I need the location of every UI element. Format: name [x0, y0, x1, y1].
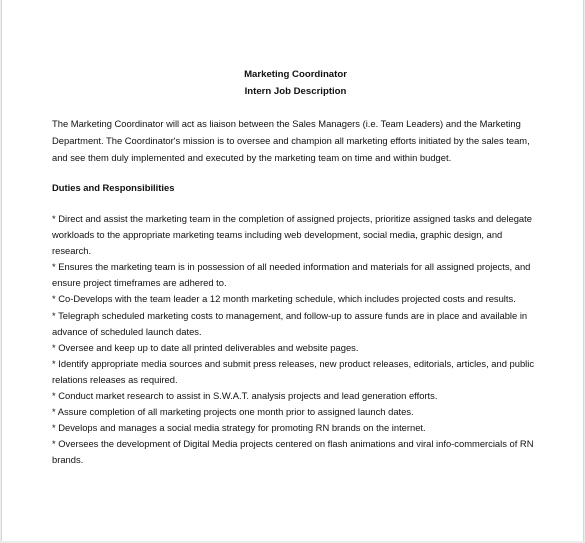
- duty-item: * Oversees the development of Digital Media projects centered on flash animations and viral info-commercials of RN brands.: [52, 438, 534, 466]
- intro-paragraph: The Marketing Coordinator will act as liaison between the Sales Managers (i.e. Team Leaders) and the Marketing Department. The Coordinator's mission is to oversee and champion all marketing efforts initiated by the sales team, and see them duly implemented and executed by the marketing team on time and within budget.: [52, 118, 530, 163]
- duty-item: * Conduct market research to assist in S.W.A.T. analysis projects and lead generation efforts.: [52, 390, 438, 402]
- duties-list: [52, 211, 542, 469]
- duty-item: * Telegraph scheduled marketing costs to management, and follow-up to assure funds are in place and available in advance of scheduled launch dates.: [52, 309, 528, 337]
- duty-item: * Co-Develops with the team leader a 12 month marketing schedule, which includes projected costs and results.: [52, 293, 516, 305]
- section-heading: Duties and Responsibilities: [52, 182, 175, 193]
- duty-item: * Ensures the marketing team is in possession of all needed information and materials for all assigned projects, and ensure project timeframes are adhered to.: [52, 261, 531, 289]
- document-title: Marketing Coordinator: [244, 69, 347, 80]
- duty-item: * Oversee and keep up to date all printed deliverables and website pages.: [52, 341, 359, 353]
- duty-item: * Identify appropriate media sources and submit press releases, new product releases, editorials, articles, and public relations releases as required.: [52, 357, 535, 385]
- duty-item: * Direct and assist the marketing team in the completion of assigned projects, prioritize assigned tasks and delegate workloads to the appropriate marketing teams including web development, social media, graphic design, and research.: [52, 213, 532, 257]
- document-subtitle: Intern Job Description: [244, 86, 347, 97]
- duty-item: * Assure completion of all marketing projects one month prior to assigned launch dates.: [52, 406, 414, 418]
- document-page: [1, 0, 584, 541]
- duty-item: * Develops and manages a social media strategy for promoting RN brands on the internet.: [52, 422, 426, 434]
